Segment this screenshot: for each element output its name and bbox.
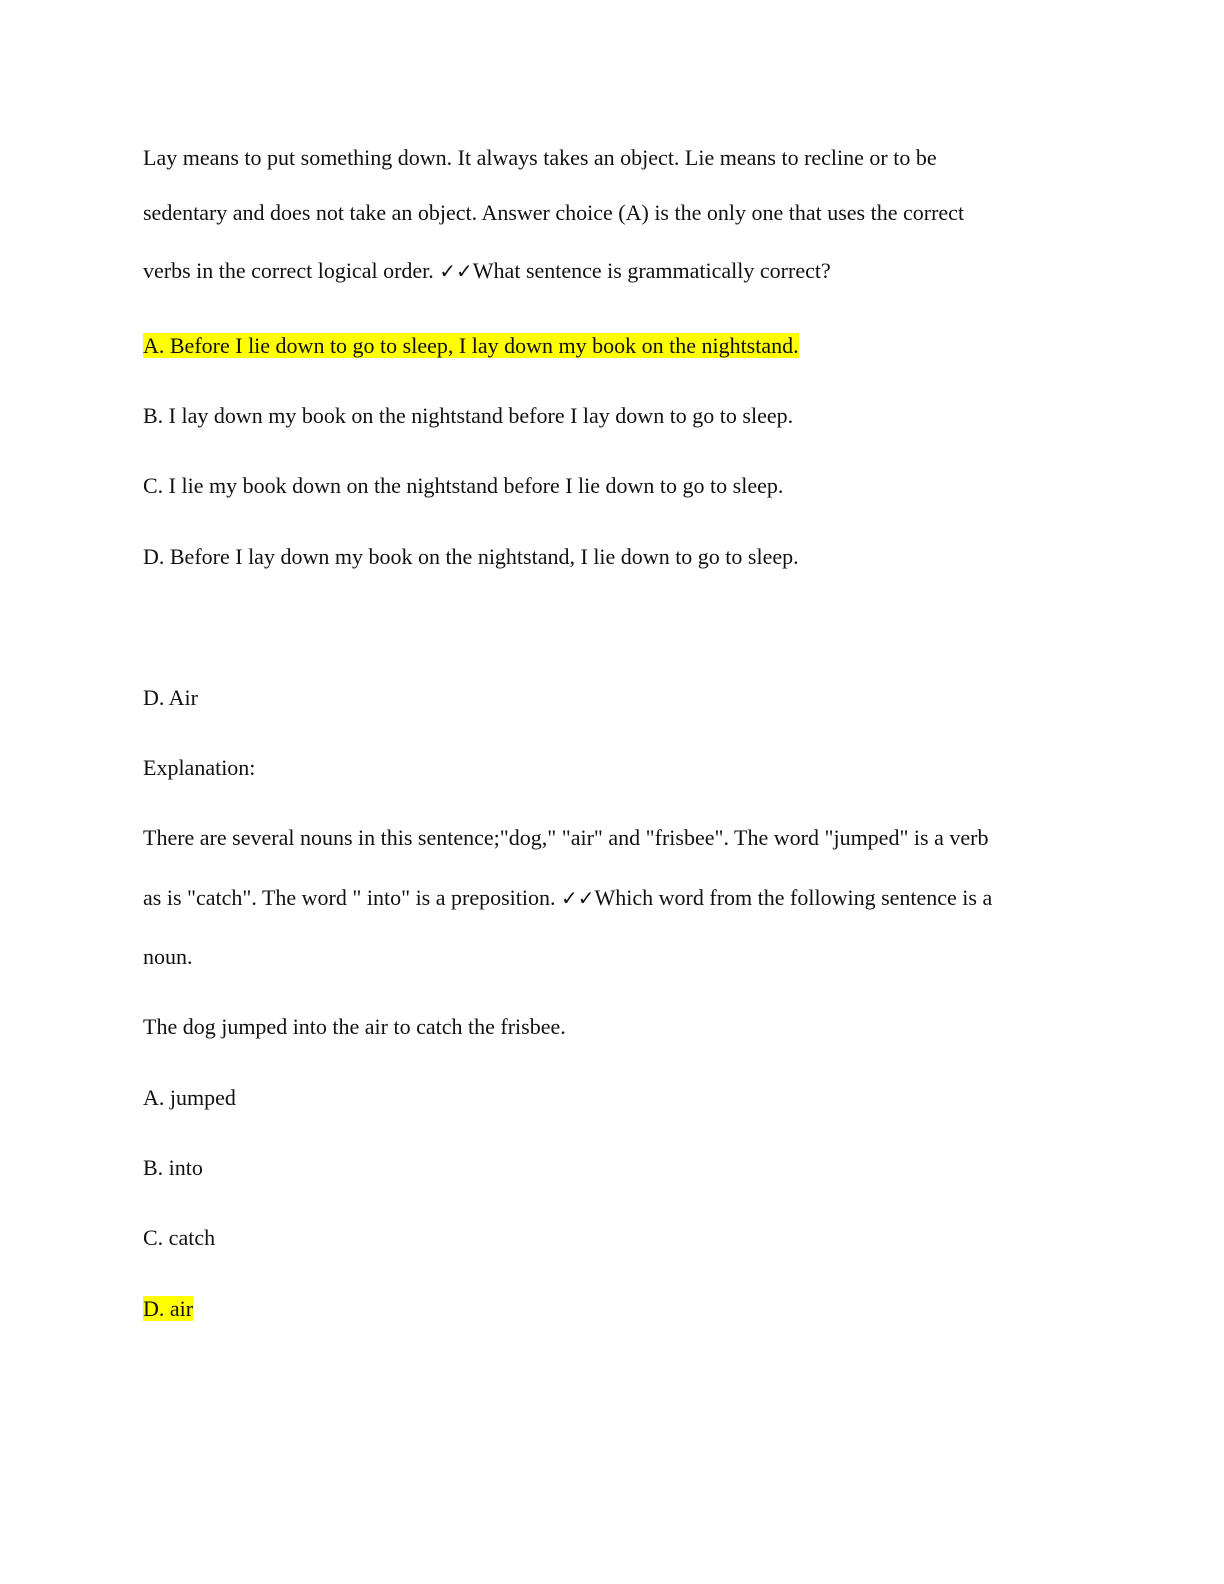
option-a: A. jumped xyxy=(143,1085,236,1110)
paragraph-line xyxy=(143,257,831,285)
option-a-correct xyxy=(143,332,799,360)
option-b: B. I lay down my book on the nightstand before I lay down to go to sleep. xyxy=(143,403,794,428)
highlighted-answer: A. Before I lie down to go to sleep, I lay down my book on the nightstand. xyxy=(143,333,799,358)
paragraph-line: noun. xyxy=(143,944,193,969)
paragraph-text: as is "catch". The word " into" is a preposition. xyxy=(143,885,561,910)
question-text: What sentence is grammatically correct? xyxy=(472,258,831,283)
option-c: C. I lie my book down on the nightstand before I lie down to go to sleep. xyxy=(143,473,784,498)
paragraph-line xyxy=(143,884,992,912)
paragraph-line: There are several nouns in this sentence;"dog," "air" and "frisbee". The word "jumped" is a verb xyxy=(143,825,989,850)
example-sentence: The dog jumped into the air to catch the frisbee. xyxy=(143,1014,566,1039)
paragraph-line: Lay means to put something down. It always takes an object. Lie means to recline or to be xyxy=(143,145,937,170)
option-d-correct xyxy=(143,1295,193,1323)
double-check-icon: ✓✓ xyxy=(561,886,595,910)
paragraph-line: sedentary and does not take an object. Answer choice (A) is the only one that uses the correct xyxy=(143,200,965,225)
highlighted-answer: D. air xyxy=(143,1296,194,1321)
question-text: Which word from the following sentence is a xyxy=(594,885,993,910)
option-c: C. catch xyxy=(143,1225,216,1250)
option-b: B. into xyxy=(143,1155,203,1180)
paragraph-text: verbs in the correct logical order. xyxy=(143,258,440,283)
answer-line: D. Air xyxy=(143,685,198,710)
double-check-icon: ✓✓ xyxy=(439,259,473,283)
option-d: D. Before I lay down my book on the nightstand, I lie down to go to sleep. xyxy=(143,544,799,569)
explanation-label: Explanation: xyxy=(143,755,256,780)
